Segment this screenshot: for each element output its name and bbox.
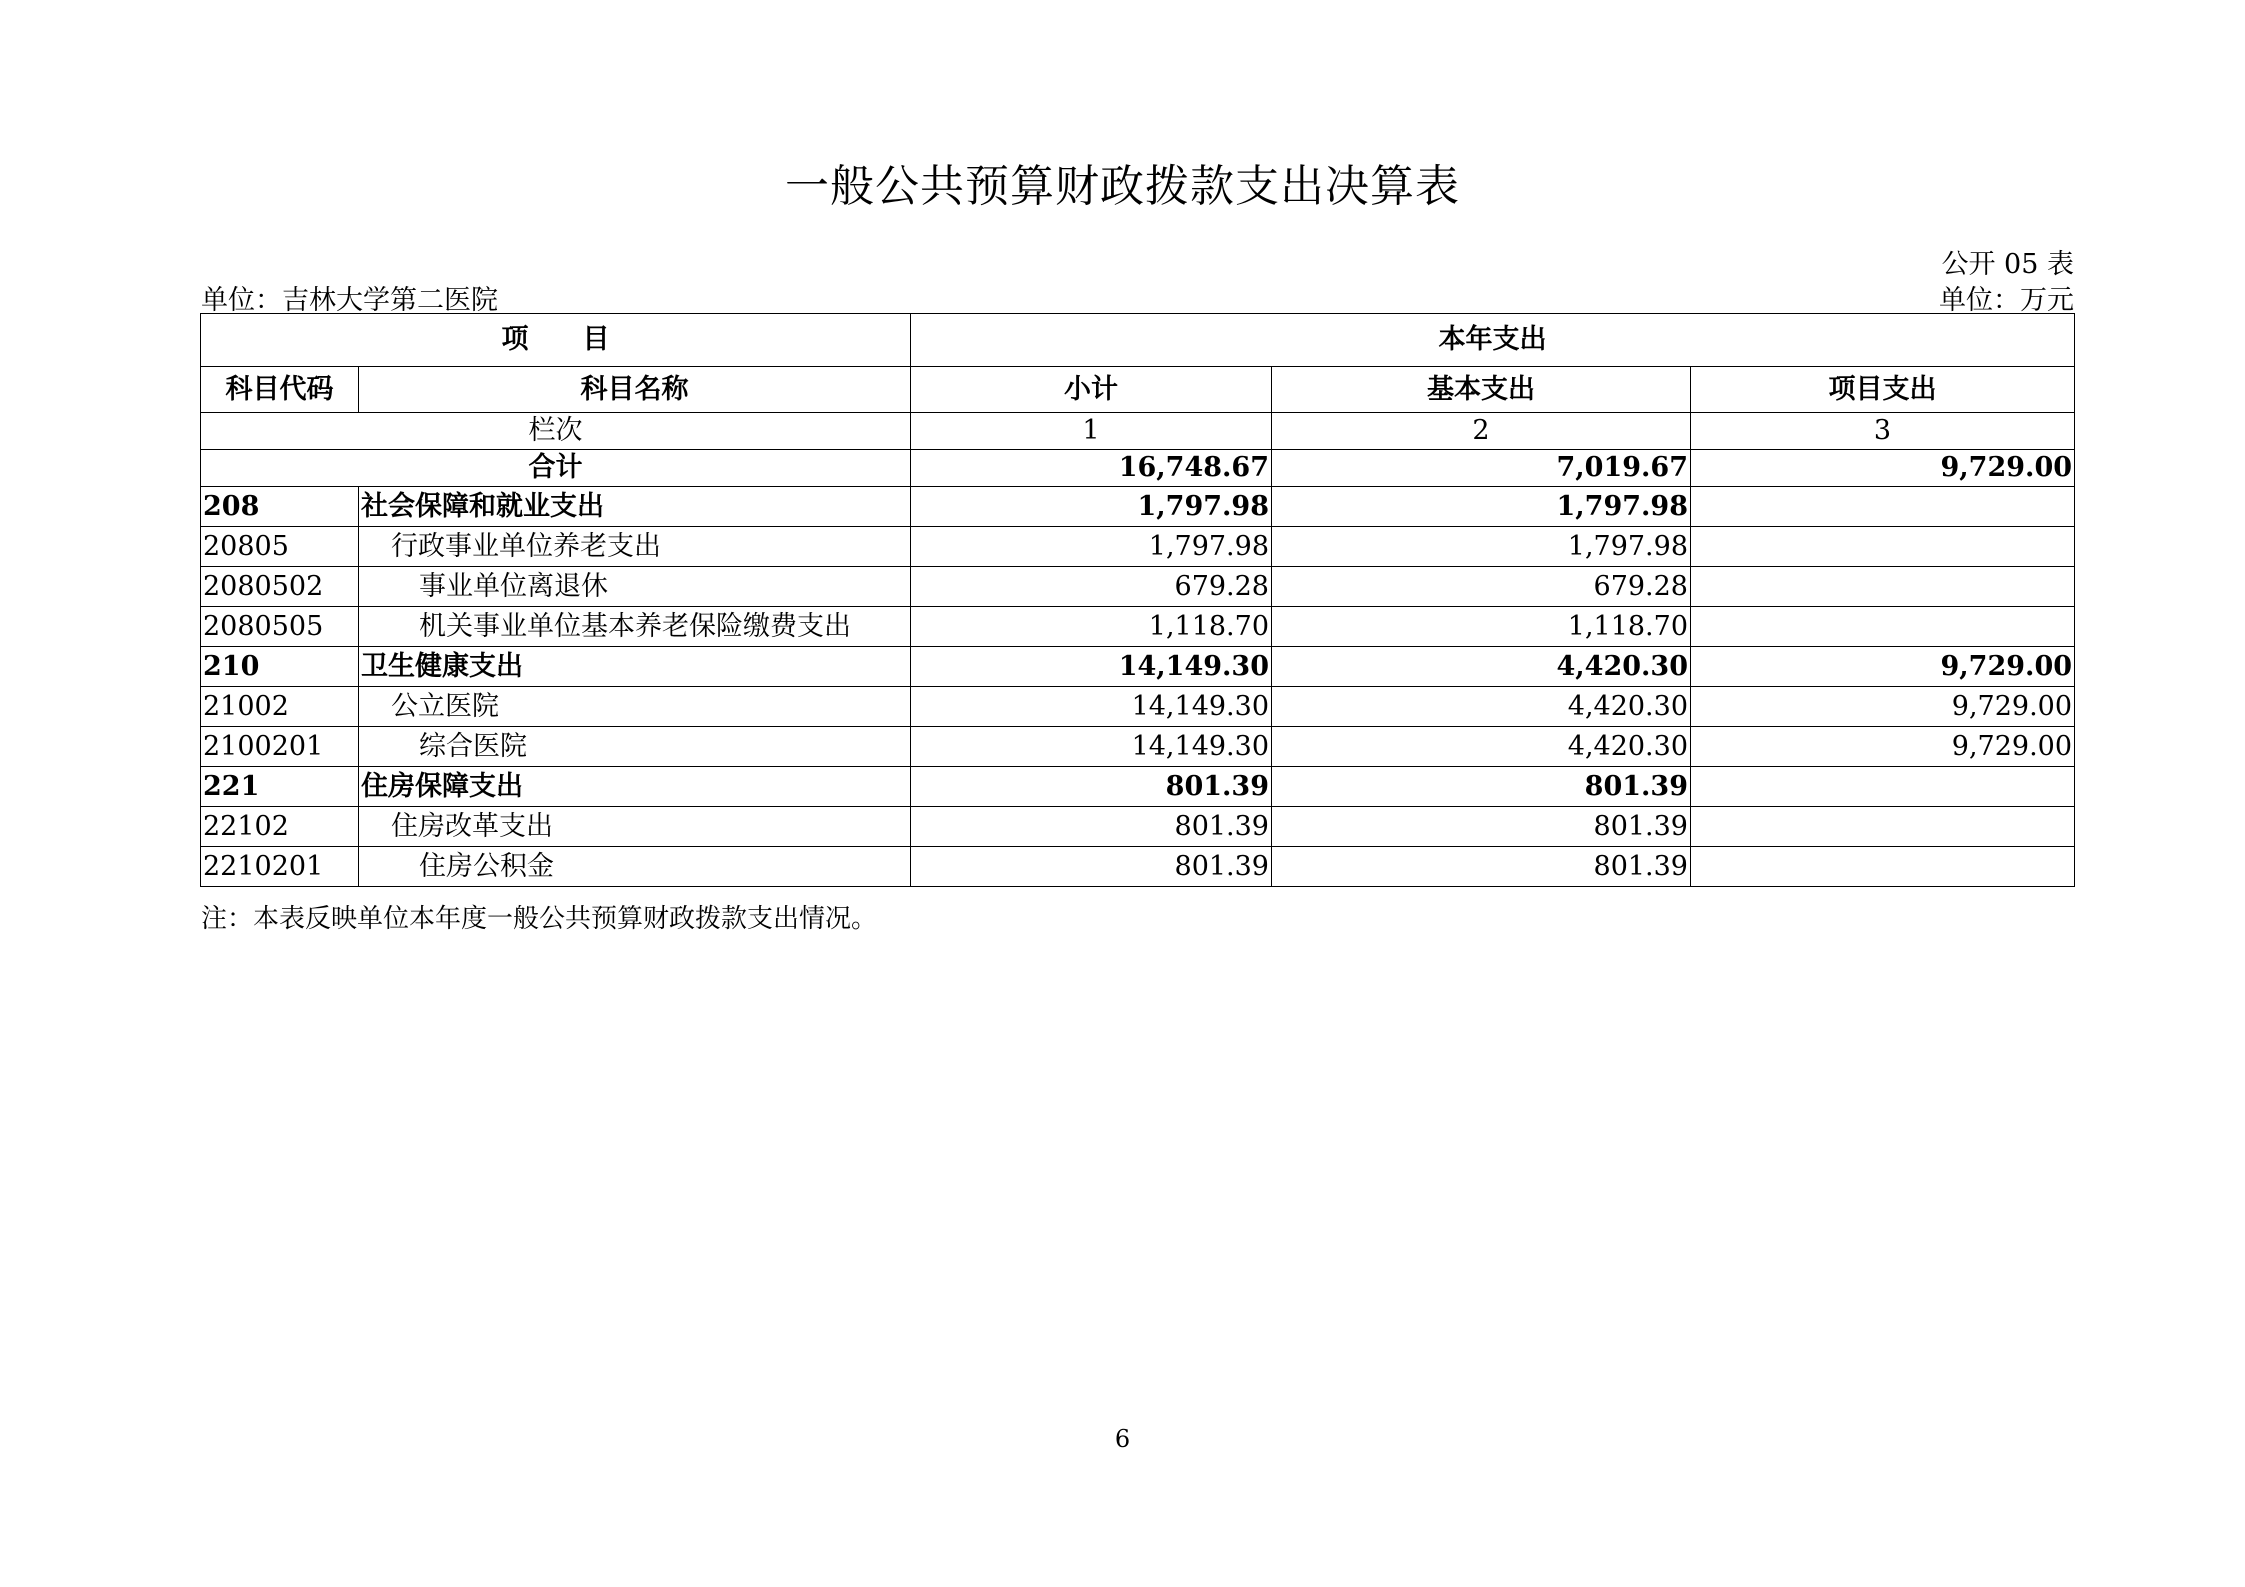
row-name: 住房公积金 [359,847,911,887]
row-code: 20805 [201,527,359,567]
table-subheader-row [201,367,2075,413]
row-project [1691,847,2075,887]
page-title: 一般公共预算财政拨款支出决算表 [785,161,1460,212]
table-row [201,727,2075,767]
reporting-unit: 单位：吉林大学第二医院 [201,285,498,316]
table-row [201,647,2075,687]
row-name: 公立医院 [359,687,911,727]
row-name: 行政事业单位养老支出 [359,527,911,567]
row-name: 事业单位离退休 [359,567,911,607]
header-name: 科目名称 [359,367,911,413]
row-basic: 4,420.30 [1272,647,1691,687]
header-item: 项 目 [201,314,911,367]
column-number-row [201,413,2075,450]
row-subtotal: 1,797.98 [911,527,1272,567]
row-code: 21002 [201,687,359,727]
row-name: 住房保障支出 [359,767,911,807]
table-row [201,767,2075,807]
column-number-3: 3 [1691,413,2075,450]
row-project: 9,729.00 [1691,687,2075,727]
row-subtotal: 14,149.30 [911,687,1272,727]
row-basic: 1,797.98 [1272,527,1691,567]
row-code: 221 [201,767,359,807]
table-row [201,487,2075,527]
total-row [201,450,2075,487]
row-basic: 1,797.98 [1272,487,1691,527]
column-label: 栏次 [201,413,911,450]
currency-unit: 单位：万元 [1939,285,2074,316]
header-current-year: 本年支出 [911,314,2075,367]
total-label: 合计 [201,450,911,487]
row-name: 社会保障和就业支出 [359,487,911,527]
page-number: 6 [1114,1425,1131,1453]
expenditure-table [200,313,2075,887]
row-subtotal: 1,797.98 [911,487,1272,527]
row-code: 208 [201,487,359,527]
row-subtotal: 801.39 [911,807,1272,847]
table-row [201,527,2075,567]
form-number: 公开 05 表 [1941,249,2074,280]
row-project [1691,487,2075,527]
table-row [201,567,2075,607]
row-code: 2080505 [201,607,359,647]
row-project [1691,567,2075,607]
row-project: 9,729.00 [1691,647,2075,687]
row-basic: 801.39 [1272,767,1691,807]
table-header-row [201,314,2075,367]
row-basic: 4,420.30 [1272,727,1691,767]
row-name: 机关事业单位基本养老保险缴费支出 [359,607,911,647]
row-name: 综合医院 [359,727,911,767]
row-name: 卫生健康支出 [359,647,911,687]
row-subtotal: 1,118.70 [911,607,1272,647]
row-basic: 679.28 [1272,567,1691,607]
header-code: 科目代码 [201,367,359,413]
header-basic: 基本支出 [1272,367,1691,413]
table-row [201,687,2075,727]
row-basic: 801.39 [1272,807,1691,847]
row-basic: 4,420.30 [1272,687,1691,727]
total-subtotal: 16,748.67 [911,450,1272,487]
total-basic: 7,019.67 [1272,450,1691,487]
row-code: 2080502 [201,567,359,607]
row-code: 2210201 [201,847,359,887]
row-subtotal: 679.28 [911,567,1272,607]
row-subtotal: 801.39 [911,767,1272,807]
column-number-1: 1 [911,413,1272,450]
row-subtotal: 14,149.30 [911,727,1272,767]
row-code: 22102 [201,807,359,847]
table-row [201,847,2075,887]
row-project [1691,607,2075,647]
row-code: 210 [201,647,359,687]
column-number-2: 2 [1272,413,1691,450]
table-row [201,807,2075,847]
row-basic: 801.39 [1272,847,1691,887]
row-project: 9,729.00 [1691,727,2075,767]
row-subtotal: 14,149.30 [911,647,1272,687]
row-subtotal: 801.39 [911,847,1272,887]
total-project: 9,729.00 [1691,450,2075,487]
row-basic: 1,118.70 [1272,607,1691,647]
table-row [201,607,2075,647]
header-subtotal: 小计 [911,367,1272,413]
row-project [1691,527,2075,567]
row-project [1691,807,2075,847]
table-note: 注：本表反映单位本年度一般公共预算财政拨款支出情况。 [201,904,878,934]
header-project: 项目支出 [1691,367,2075,413]
row-project [1691,767,2075,807]
row-name: 住房改革支出 [359,807,911,847]
row-code: 2100201 [201,727,359,767]
